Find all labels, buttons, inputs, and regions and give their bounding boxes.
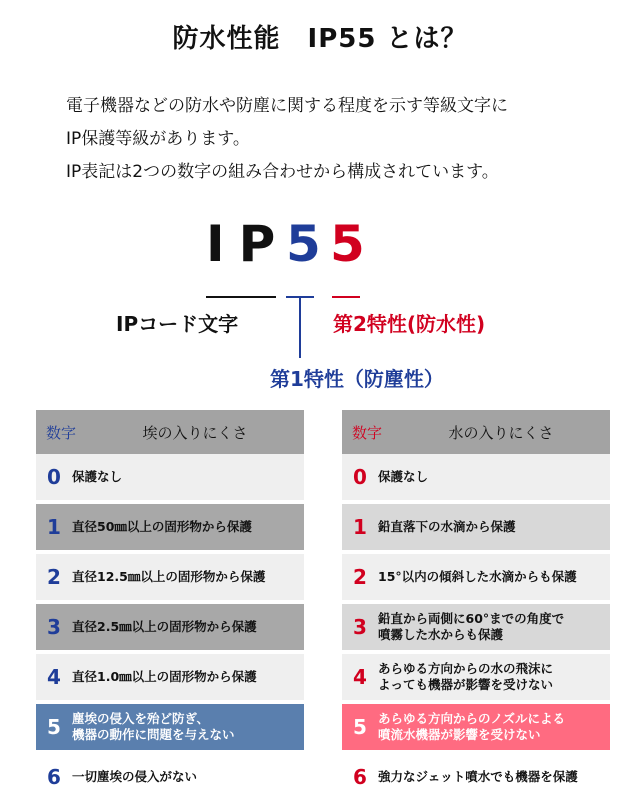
header-number: 数字	[352, 424, 383, 442]
level-number: 1	[353, 515, 367, 539]
description-line-1: あらゆる方向からのノズルによる	[378, 711, 566, 726]
level-description: 15°以内の傾斜した水滴からも保護	[378, 569, 577, 584]
level-description: 保護なし	[378, 469, 429, 484]
table-row	[342, 604, 610, 650]
water-overline	[332, 296, 360, 298]
table-row	[36, 554, 304, 600]
water-characteristic-label: 第2特性(防水性)	[333, 312, 486, 336]
level-description: 直径1.0㎜以上の固形物から保護	[72, 669, 257, 684]
level-description: 強力なジェット噴水でも機器を保護	[378, 769, 578, 784]
ip-digit-water: 5	[330, 215, 365, 273]
table-row	[36, 504, 304, 550]
table-row	[342, 754, 610, 800]
table-row	[36, 604, 304, 650]
level-description	[378, 611, 564, 643]
level-description: 鉛直落下の水滴から保護	[378, 519, 516, 534]
level-number: 3	[353, 615, 367, 639]
page-title: 防水性能 IP55 とは？	[172, 24, 468, 54]
table-row-highlighted	[342, 704, 610, 750]
table-row-highlighted	[36, 704, 304, 750]
ip-digit-dust: 5	[286, 215, 321, 273]
table-header	[36, 410, 304, 454]
level-number: 1	[47, 515, 61, 539]
description-line-1: 塵埃の侵入を殆ど防ぎ、	[72, 711, 210, 726]
intro-line-3: IP表記は2つの数字の組み合わせから構成されています。	[66, 162, 499, 182]
table-row	[36, 754, 304, 800]
table-row	[36, 654, 304, 700]
dust-characteristic-label: 第1特性（防塵性）	[270, 367, 444, 391]
header-description: 埃の入りにくさ	[142, 424, 248, 442]
level-number: 0	[47, 465, 61, 489]
level-description: 直径50㎜以上の固形物から保護	[72, 519, 252, 534]
level-number: 4	[47, 665, 61, 689]
header-description: 水の入りにくさ	[448, 424, 554, 442]
level-number: 3	[47, 615, 61, 639]
level-description: 直径12.5㎜以上の固形物から保護	[72, 569, 266, 584]
description-line-2: 噴霧した水からも保護	[378, 627, 504, 642]
table-row	[36, 454, 304, 500]
intro-line-1: 電子機器などの防水や防塵に関する程度を示す等級文字に	[66, 96, 508, 116]
code-overline	[206, 296, 276, 298]
level-description	[72, 711, 235, 743]
level-description	[378, 711, 565, 743]
dust-connector-line	[299, 296, 301, 358]
header-number: 数字	[46, 424, 77, 442]
level-number: 6	[47, 765, 61, 789]
table-row	[342, 454, 610, 500]
level-number: 0	[353, 465, 367, 489]
description-line-2: 噴流水機器が影響を受けない	[378, 727, 541, 742]
level-number: 2	[353, 565, 367, 589]
level-description: 保護なし	[72, 469, 123, 484]
description-line-1: あらゆる方向からの水の飛沫に	[378, 661, 554, 676]
description-line-2: よっても機器が影響を受けない	[378, 677, 554, 692]
table-row	[342, 554, 610, 600]
level-number: 6	[353, 765, 367, 789]
intro-line-2: IP保護等級があります。	[66, 129, 250, 149]
table-row	[342, 504, 610, 550]
table-header	[342, 410, 610, 454]
description-line-2: 機器の動作に問題を与えない	[72, 727, 235, 742]
level-number: 5	[353, 715, 367, 739]
level-description: 直径2.5㎜以上の固形物から保護	[72, 619, 257, 634]
description-line-1: 鉛直から両側に60°までの角度で	[378, 611, 565, 626]
water-protection-table	[342, 410, 610, 800]
level-description	[378, 661, 553, 693]
level-number: 2	[47, 565, 61, 589]
table-row	[342, 654, 610, 700]
level-number: 4	[353, 665, 367, 689]
intro-text	[66, 90, 606, 189]
dust-protection-table	[36, 410, 304, 800]
level-description: 一切塵埃の侵入がない	[72, 769, 198, 784]
level-number: 5	[47, 715, 61, 739]
ip-letters: IP	[206, 215, 290, 273]
ip-code-label: IPコード文字	[116, 312, 239, 336]
